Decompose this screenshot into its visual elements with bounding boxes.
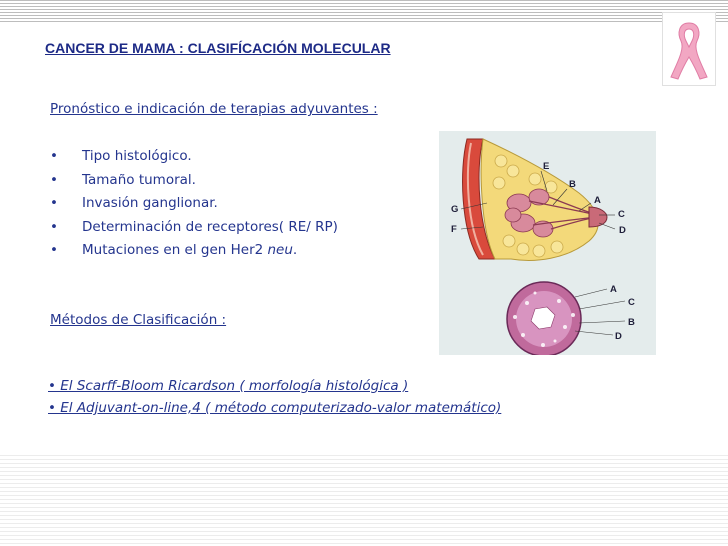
label-d: D	[619, 225, 626, 236]
subtitle: Pronóstico e indicación de terapias adyuvantes :	[50, 101, 378, 117]
bullet-marker: •	[50, 148, 58, 164]
list-item	[50, 219, 338, 243]
list-item-text: Tipo histológico.	[82, 148, 192, 164]
list-item-text: Determinación de receptores( RE/ RP)	[82, 218, 338, 235]
label-c: C	[618, 209, 625, 220]
method-item: • El Scarff-Bloom Ricardson ( morfología histológica )	[48, 378, 409, 394]
bullet-marker: •	[50, 242, 58, 258]
label-g: G	[451, 204, 459, 215]
section-label-d: D	[615, 331, 622, 342]
methods-heading: Métodos de Clasificación :	[50, 312, 227, 328]
prognosis-factors-list	[50, 148, 338, 266]
breast-anatomy-figure	[439, 131, 656, 355]
label-e: E	[543, 161, 550, 172]
bullet-marker: •	[50, 171, 58, 188]
list-item	[50, 242, 338, 266]
pink-ribbon-icon	[663, 13, 715, 85]
list-item	[50, 172, 338, 196]
list-item	[50, 148, 338, 172]
bullet-marker: •	[50, 195, 58, 211]
label-a: A	[594, 195, 601, 206]
label-b: B	[569, 179, 576, 190]
slide-title: CANCER DE MAMA : CLASIFÍCACIÓN MOLECULAR	[45, 40, 391, 56]
list-item-text: Invasión ganglionar.	[82, 195, 218, 211]
footer-stripes	[0, 452, 728, 546]
breast-diagram	[439, 131, 656, 355]
ribbon-logo	[662, 12, 716, 86]
list-item-suffix: .	[292, 242, 298, 258]
header-stripes	[0, 0, 728, 22]
gene-name-italic: neu	[267, 242, 293, 258]
list-item-text: Mutaciones en el gen Her2	[82, 242, 268, 258]
list-item	[50, 195, 338, 219]
label-f: F	[451, 224, 457, 235]
section-leader-lines	[575, 289, 625, 335]
classification-methods-list	[48, 378, 501, 422]
section-label-a: A	[610, 284, 617, 295]
duct-cross-section	[507, 282, 581, 355]
nipple	[589, 207, 607, 227]
section-label-c: C	[628, 297, 635, 308]
method-item: • El Adjuvant-on-line,4 ( método computerizado-valor matemático)	[48, 400, 502, 416]
section-label-b: B	[628, 317, 635, 328]
list-item-text: Tamaño tumoral.	[82, 171, 196, 188]
bullet-marker: •	[50, 218, 58, 235]
